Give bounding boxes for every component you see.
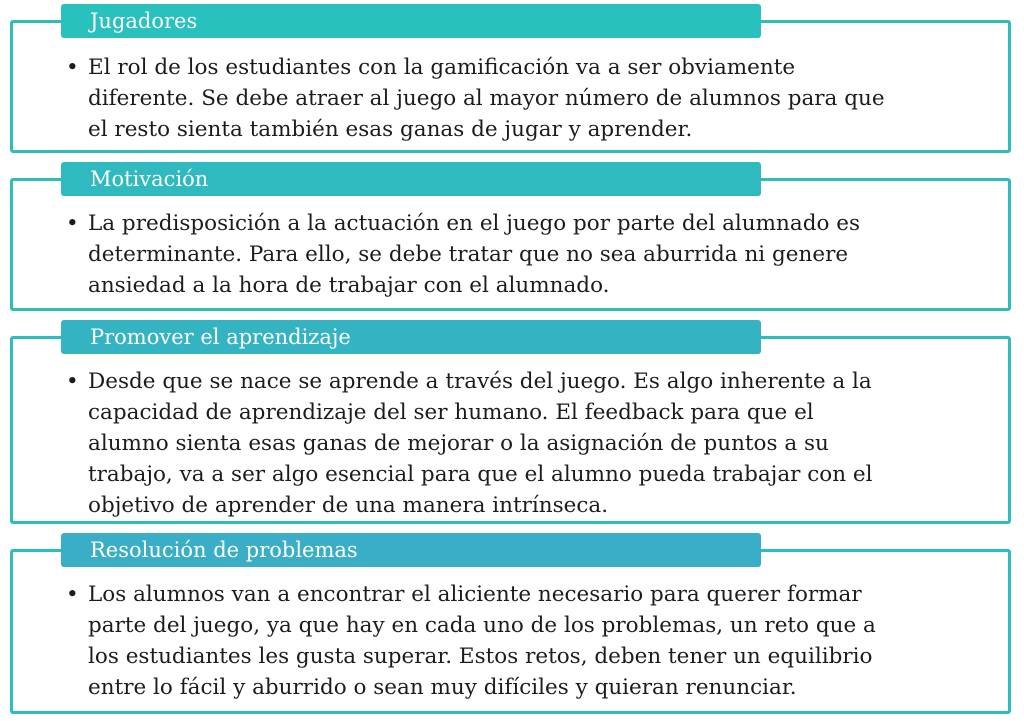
text-line: Desde que se nace se aprende a través del juego. Es algo inherente a la — [88, 369, 872, 394]
bullet-icon: • — [66, 582, 79, 607]
section-title-tab: Resolución de problemas — [61, 533, 761, 567]
section-resolucion-problemas — [0, 533, 1024, 715]
section-bullet-text — [66, 579, 988, 703]
text-line: el resto sienta también esas ganas de jugar y aprender. — [88, 117, 693, 142]
text-line: capacidad de aprendizaje del ser humano. El feedback para que el — [88, 400, 814, 425]
section-promover-aprendizaje — [0, 320, 1024, 525]
text-line: diferente. Se debe atraer al juego al mayor número de alumnos para que — [88, 86, 885, 111]
text-line: determinante. Para ello, se debe tratar que no sea aburrida ni genere — [88, 242, 849, 267]
text-line: los estudiantes les gusta superar. Estos retos, deben tener un equilibrio — [88, 644, 873, 669]
section-jugadores — [0, 4, 1024, 154]
text-line: trabajo, va a ser algo esencial para que el alumno pueda trabajar con el — [88, 462, 873, 487]
bullet-icon: • — [66, 55, 79, 80]
text-line: La predisposición a la actuación en el juego por parte del alumnado es — [88, 211, 860, 236]
bullet-icon: • — [66, 369, 79, 394]
section-title-tab: Motivación — [61, 162, 761, 196]
section-bullet-text — [66, 366, 988, 521]
text-line: objetivo de aprender de una manera intrínseca. — [88, 493, 609, 518]
text-line: parte del juego, ya que hay en cada uno de los problemas, un reto que a — [88, 613, 876, 638]
text-line: Los alumnos van a encontrar el aliciente necesario para querer formar — [88, 582, 862, 607]
section-bullet-text — [66, 208, 988, 301]
text-line: entre lo fácil y aburrido o sean muy difíciles y quieran renunciar. — [88, 675, 797, 700]
section-title-tab: Promover el aprendizaje — [61, 320, 761, 354]
bullet-icon: • — [66, 211, 79, 236]
text-line: ansiedad a la hora de trabajar con el alumnado. — [88, 273, 610, 298]
text-line: El rol de los estudiantes con la gamificación va a ser obviamente — [88, 55, 796, 80]
text-line: alumno sienta esas ganas de mejorar o la asignación de puntos a su — [88, 431, 829, 456]
section-bullet-text — [66, 52, 988, 145]
section-title-tab: Jugadores — [61, 4, 761, 38]
section-motivacion — [0, 162, 1024, 312]
